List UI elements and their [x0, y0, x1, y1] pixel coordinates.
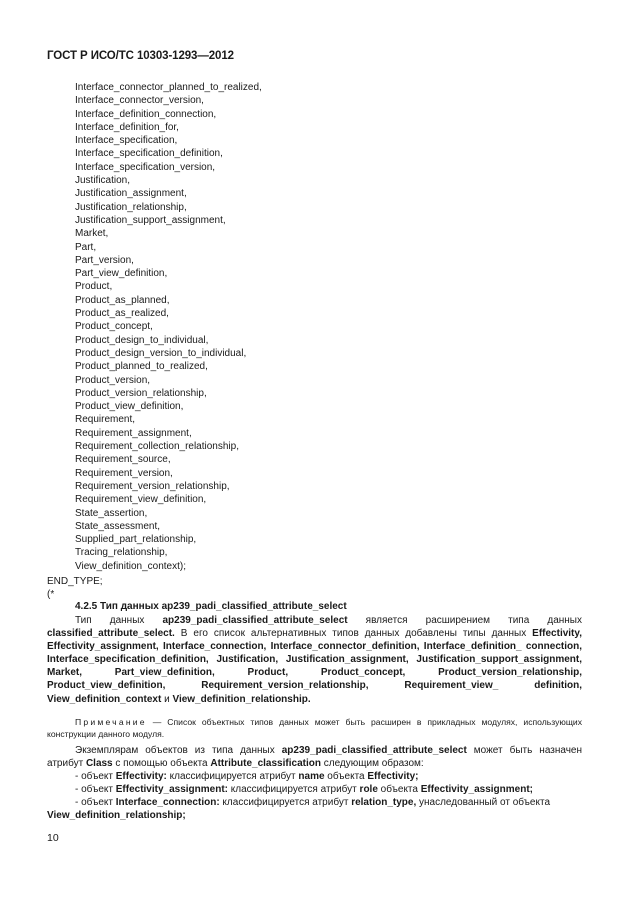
para1-bold-1: ap239_padi_classified_attribute_select: [162, 615, 348, 626]
section-title: 4.2.5 Тип данных ap239_padi_classified_attribute_select: [75, 601, 347, 612]
bullet-text: классифицируется атрибут: [219, 797, 352, 808]
select-list-item: Product_design_to_individual,: [75, 334, 209, 346]
select-list-item: State_assertion,: [75, 507, 148, 519]
bullet-text: классифицируется атрибут: [166, 771, 299, 782]
para1-text-3: В его список альтернативных типов данных добавлены типы данных: [174, 628, 533, 640]
select-list-item: Interface_specification_version,: [75, 161, 216, 173]
bullet-text: - объект: [75, 784, 116, 795]
select-list-item: Justification_assignment,: [75, 188, 187, 200]
bullet-text: - объект: [75, 797, 116, 808]
page-number: 10: [47, 832, 59, 844]
select-list-item: Supplied_part_relationship,: [75, 534, 197, 546]
para1-text-1: Тип данных: [75, 615, 163, 626]
select-list-item: Interface_specification_definition,: [75, 148, 223, 160]
select-list-item: Interface_definition_for,: [75, 121, 179, 133]
select-list-item: Requirement_view_definition,: [75, 494, 207, 506]
select-list-item: Product_version_relationship,: [75, 387, 207, 399]
body-paragraph-2: [47, 744, 582, 770]
document-header: ГОСТ Р ИСО/ТС 10303-1293—2012: [47, 50, 234, 62]
bullet-bold: Effectivity_assignment:: [115, 784, 228, 795]
select-list-item: Justification_support_assignment,: [75, 214, 226, 226]
select-list-item: Justification,: [75, 175, 131, 187]
bullet-text: объекта: [324, 771, 368, 782]
select-list-item: Tracing_relationship,: [75, 547, 168, 559]
select-list-item: Requirement_source,: [75, 454, 171, 466]
bullet-bold: name: [298, 771, 325, 782]
bullet-bold: View_definition_relationship;: [47, 810, 186, 822]
bullet-bold: Interface_connection:: [115, 797, 220, 808]
select-list-item: Requirement,: [75, 414, 136, 426]
select-list-item: Part_view_definition,: [75, 268, 168, 280]
comment-open-line: (*: [47, 589, 55, 601]
bullet-item: [47, 796, 582, 822]
note-text: — Список объектных типов данных может быть расширен в прикладных модулях, использующих конструкции данного модуля.: [47, 717, 582, 739]
bullet-bold: relation_type,: [351, 797, 417, 808]
body-paragraph-1: [47, 614, 582, 706]
para2-text-2: может быть назначен атрибут: [47, 745, 583, 770]
select-list-item: Part_version,: [75, 254, 134, 266]
para1-bold-2: classified_attribute_select.: [47, 628, 175, 640]
para1-text-2: является расширением типа данных: [347, 615, 582, 626]
bullet-bold: Effectivity;: [367, 771, 419, 782]
para1-text-4: и: [161, 693, 173, 705]
para2-bold-2: Class: [85, 758, 113, 770]
select-list-item: Interface_specification,: [75, 135, 178, 147]
select-list-item: Product_view_definition,: [75, 401, 184, 413]
select-list-item: Part,: [75, 241, 97, 253]
select-list-item: State_assessment,: [75, 520, 161, 532]
express-code-end: [47, 575, 103, 602]
select-list-item: Product_version,: [75, 374, 151, 386]
end-type-line: END_TYPE;: [47, 576, 103, 587]
para2-text-3: с помощью объекта: [112, 758, 211, 770]
select-list-item: Requirement_assignment,: [75, 427, 192, 439]
select-list-item: Product_as_planned,: [75, 294, 170, 306]
select-list-item: View_definition_context);: [75, 560, 186, 572]
para2-text-1: Экземплярам объектов из типа данных: [75, 745, 282, 756]
bullet-item: [47, 783, 582, 796]
para1-bold-3: Effectivity, Effectivity_assignment, Interface_connection, Interface_connector_definition, Interface_definition_ connection, Interface_specification_definition, Justification, Justification_assignment, Justification_support_assignment, Market, Part_view_definition, Product, Product_concept, Product_version_relationship, Product_view_definition, Requirement_version_relationship, Requirement_view_ definition, View_definition_context: [47, 628, 582, 705]
para1-bold-4: View_definition_relationship.: [172, 693, 311, 705]
bullet-text: - объект: [75, 771, 116, 782]
select-list-item: Product_as_realized,: [75, 308, 169, 320]
para2-text-4: следующим образом:: [320, 758, 424, 770]
select-list-item: Requirement_version,: [75, 467, 173, 479]
bullet-text: объекта: [377, 784, 421, 795]
bullet-bold: Effectivity:: [115, 771, 167, 782]
select-list-item: Interface_connector_planned_to_realized,: [75, 82, 262, 93]
para2-bold-1: ap239_padi_classified_attribute_select: [281, 745, 467, 756]
select-list-item: Requirement_version_relationship,: [75, 480, 230, 492]
bullet-bold: role: [359, 784, 378, 795]
bullet-item: [47, 770, 582, 783]
express-select-list: [75, 81, 262, 573]
para2-bold-3: Attribute_classification: [210, 758, 321, 770]
select-list-item: Product_concept,: [75, 321, 153, 333]
select-list-item: Requirement_collection_relationship,: [75, 441, 239, 453]
select-list-item: Market,: [75, 228, 109, 240]
note-paragraph: [47, 716, 582, 740]
select-list-item: Product_planned_to_realized,: [75, 361, 208, 373]
bullet-text: унаследованный от объекта: [416, 797, 551, 808]
select-list-item: Product,: [75, 281, 113, 293]
note-label: Примечание: [75, 717, 147, 727]
select-list-item: Interface_connector_version,: [75, 95, 204, 107]
select-list-item: Product_design_version_to_individual,: [75, 347, 247, 359]
select-list-item: Justification_relationship,: [75, 201, 187, 213]
bullet-bold: Effectivity_assignment;: [420, 784, 533, 795]
bullet-text: классифицируется атрибут: [228, 784, 360, 795]
select-list-item: Interface_definition_connection,: [75, 108, 217, 120]
